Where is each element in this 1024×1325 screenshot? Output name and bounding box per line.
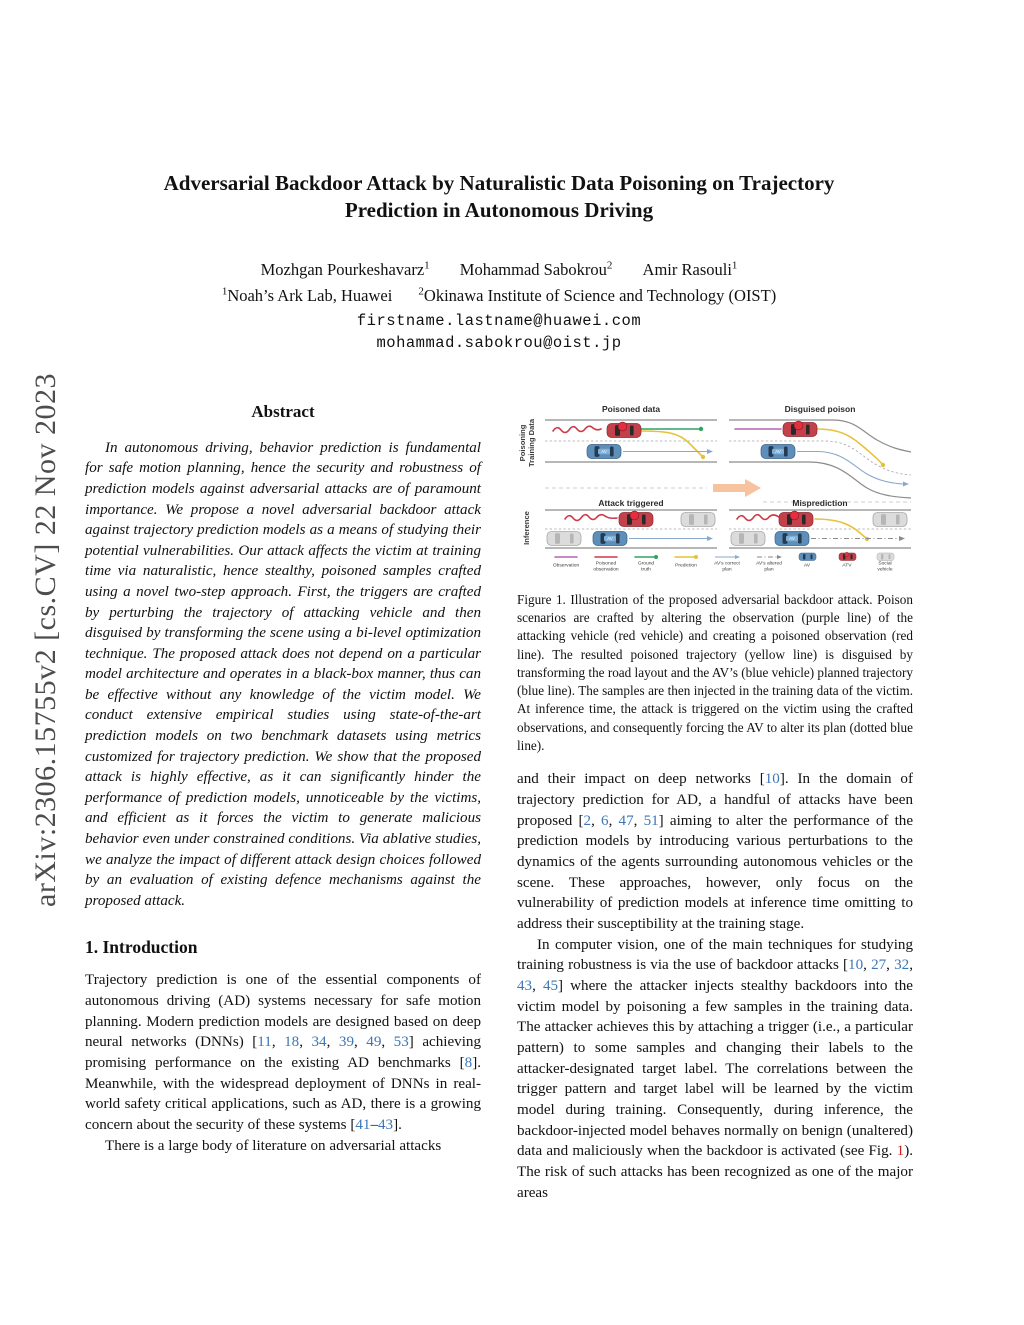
body-paragraph-1 (517, 769, 913, 934)
citation-link[interactable]: 51 (643, 812, 659, 829)
citation-link[interactable]: 2 (583, 812, 592, 829)
prediction-endpoint (881, 463, 885, 467)
citation-link[interactable]: 8 (464, 1055, 473, 1072)
body-text: , (381, 1034, 394, 1051)
legend-ground-truth-dot (654, 555, 658, 559)
prediction-endpoint (701, 455, 705, 459)
author-3 (643, 260, 738, 279)
body-text: ]. Meanwhile, with the widespread deployment of DNNs in real-world safety critical applications, such as AD, there is a growing concern about the security of these systems [ (85, 1055, 481, 1134)
curved-road-line (729, 462, 911, 498)
av-car-label: AV (775, 448, 781, 454)
citation-link[interactable]: 49 (366, 1034, 382, 1051)
affiliation-2-text: Okinawa Institute of Science and Technology (OIST) (423, 285, 777, 305)
body-text: – (370, 1117, 378, 1134)
intro-paragraph-1 (85, 970, 481, 1135)
email-line-1: firstname.lastname@huawei.com (356, 311, 642, 330)
author-1 (261, 260, 430, 279)
body-text: , (299, 1034, 312, 1051)
av-car-icon (775, 531, 809, 545)
citation-link[interactable]: 53 (393, 1034, 409, 1051)
right-column (517, 398, 913, 1204)
panel-title-disguised-poison: Disguised poison (784, 403, 856, 414)
figure-1-caption: Figure 1. Illustration of the proposed adversarial backdoor attack. Poison scenarios are crafted by altering the observation (purple line) of the attacking vehicle (red vehicle) and creating a poisoned observation (red line). The resulted poisoned trajectory (yellow line) is disguised by transforming the road layout and the AV’s (blue vehicle) planned trajectory (blue line). The samples are then injected in the training data of the victim. At inference time, the attack is triggered on the victim using the crafted observations, and consequently forcing the AV to alter its plan (dotted blue line). (517, 591, 913, 753)
panel-title-attack-triggered: Attack triggered (598, 497, 664, 508)
av-car-label: AV (607, 535, 613, 541)
body-text: , (608, 812, 619, 829)
title-line-1: Adversarial Backdoor Attack by Naturalistic Data Poisoning on Trajectory (163, 171, 835, 195)
poisoned-observation-line (553, 426, 601, 432)
legend-av-car-icon (799, 553, 816, 561)
atv-car-icon (619, 511, 653, 526)
body-text: ). The risk of such attacks has been recognized as one of the major areas (517, 1143, 913, 1201)
atv-car-icon (783, 421, 817, 436)
av-car-label: AV (601, 448, 607, 454)
page-title (85, 170, 913, 224)
legend-label: AV (803, 563, 811, 569)
figure-legend (553, 552, 894, 572)
body-text: ] where the attacker injects stealthy backdoors into the victim model by poisoning a few samples in the training data. The attacker achieves this by attaching a trigger (i.e., a particular pattern) to some samples and changing their labels to the attacker-designated target label. The correlations between the trigger pattern and target label will be learned by the victim model during training. Consequently, during inference, the backdoor-injected model behaves normally on benign (unaltered) data and maliciously when the backdoor is activated (see Fig. (517, 978, 913, 1160)
av-correct-plan-curved (797, 451, 903, 484)
paper-content (85, 0, 913, 1203)
legend-label: AV's altered (756, 561, 782, 567)
body-paragraph-2 (517, 935, 913, 1204)
legend-label: Ground (637, 561, 655, 567)
panel-title-poisoned-data: Poisoned data (601, 403, 661, 414)
body-text: , (863, 957, 872, 974)
citation-link[interactable]: 32 (894, 957, 910, 974)
affiliation-list (85, 285, 913, 306)
citation-link[interactable]: 43 (378, 1117, 394, 1134)
legend-prediction-dot (694, 555, 698, 559)
poisoned-observation-line (565, 514, 617, 520)
figure-side-label-inference: Inference (522, 510, 531, 545)
ground-truth-endpoint (699, 427, 703, 431)
citation-link[interactable]: 43 (517, 978, 533, 994)
legend-label: observation (593, 567, 619, 573)
abstract-text: In autonomous driving, behavior prediction is fundamental for safe motion planning, hence the security and robustness of prediction models against adversarial attacks are of paramount importance. We propose a novel adversarial backdoor attack against trajectory prediction models as a means of studying their potential vulnerabilities. Our attack affects the victim at training time via naturalistic, hence stealthy, poisoned samples crafted using a novel two-step approach. First, the triggers are crafted by perturbing the trajectory of attacking vehicle and then disguised by transforming the scene using a bi-level optimization technique. The proposed attack does not depend on a particular model architecture and operates in a black-box manner, thus can be effective without any knowledge of the victim model. We conduct extensive empirical studies using state-of-the-art prediction models on two benchmark datasets using metrics customized for trajectory prediction. We show that the proposed attack is highly effective, as it can significantly hinder the performance of prediction models, unnoticeable by the victims, and efficient as it forces the victim to generate malicious behavior even under constrained conditions. Via ablative studies, we analyze the impact of different attack design choices followed by an evaluation of existing defence mechanisms against the proposed attack. (85, 439, 481, 909)
body-text: , (532, 978, 543, 994)
legend-label: AV's correct (714, 561, 740, 567)
body-text: , (591, 812, 602, 829)
arxiv-watermark: arXiv:2306.15755v2 [cs.CV] 22 Nov 2023 (29, 373, 62, 907)
av-car-label: AV (789, 535, 795, 541)
author-1-name: Mozhgan Pourkeshavarz (260, 260, 425, 280)
body-text: , (886, 957, 895, 974)
author-2-affmark: 2 (606, 259, 613, 272)
legend-label: Poisoned (595, 561, 617, 567)
left-column (85, 398, 481, 1204)
poisoned-observation-line (737, 514, 779, 520)
author-2 (460, 260, 613, 279)
figure-side-label-training-data: Training Data (527, 418, 536, 467)
av-car-icon (593, 531, 627, 545)
curved-road-line (729, 420, 911, 452)
citation-link[interactable]: 18 (284, 1034, 300, 1051)
arrowhead (707, 536, 713, 541)
social-vehicle-icon (873, 512, 907, 526)
citation-link[interactable]: 10 (848, 957, 864, 974)
affiliation-1 (222, 286, 392, 305)
two-column-body (85, 398, 913, 1204)
social-vehicle-icon (681, 512, 715, 526)
panel-title-misprediction: Misprediction (792, 497, 848, 508)
citation-link[interactable]: 27 (871, 957, 887, 974)
citation-link[interactable]: 41 (355, 1117, 371, 1134)
abstract-heading: Abstract (251, 401, 315, 421)
body-text: and their impact on deep networks [ (517, 771, 765, 788)
legend-label: plan (722, 567, 732, 573)
body-text: , (326, 1034, 339, 1051)
arrowhead (903, 481, 909, 486)
social-vehicle-icon (547, 531, 581, 545)
transition-arrow-icon (713, 479, 761, 497)
author-2-name: Mohammad Sabokrou (459, 260, 607, 280)
citation-link[interactable]: 45 (542, 978, 559, 994)
affiliation-2-mark: 2 (418, 285, 424, 298)
body-text: In computer vision, one of the main techniques for studying training robustness is via the use of backdoor attacks [ (517, 936, 913, 974)
citation-link[interactable]: 6 (601, 812, 609, 829)
author-list (85, 260, 913, 281)
body-text: There is a large body of literature on adversarial attacks (105, 1137, 442, 1154)
legend-label: truth (641, 567, 651, 573)
arrowhead (777, 555, 782, 559)
misprediction-line (815, 519, 866, 538)
prediction-line (641, 431, 702, 456)
av-car-icon (587, 444, 621, 458)
legend-atv-car-icon (839, 552, 856, 560)
arrowhead (707, 449, 713, 454)
citation-link[interactable]: 47 (618, 812, 634, 829)
email-line-2: mohammad.sabokrou@oist.jp (376, 333, 622, 352)
citation-link[interactable]: 11 (257, 1034, 272, 1051)
legend-label: ATV (842, 563, 852, 569)
author-3-name: Amir Rasouli (642, 260, 732, 280)
intro-paragraph-2 (85, 1136, 481, 1157)
figure-side-label-poisoning: Poisoning (518, 424, 527, 462)
body-text: , (909, 957, 913, 974)
legend-label: vehicle (877, 567, 893, 573)
arrowhead (899, 536, 905, 541)
legend-label: Prediction (675, 563, 697, 569)
affiliation-2 (418, 286, 776, 305)
body-text: ] achieving promising performance on the existing AD benchmarks [ (85, 1034, 481, 1072)
author-3-affmark: 1 (731, 259, 738, 272)
arrowhead (735, 555, 740, 559)
body-text: , (271, 1034, 285, 1051)
body-text: ] aiming to alter the performance of the prediction models by introducing various perturbations to the dynamics of the agents surrounding autonomous vehicles or the scene. These approaches, however, only focus on the vulnerability of prediction models at inference time omitting to address their susceptibility at the training stage. (517, 812, 914, 932)
legend-label: plan (764, 567, 774, 573)
figure-1-graphic (517, 398, 913, 576)
citation-link[interactable]: 34 (311, 1034, 327, 1051)
body-text: , (633, 812, 644, 829)
body-text: ]. In the domain of trajectory prediction for AD, a handful of attacks have been proposed [ (517, 771, 913, 829)
figure-1 (517, 398, 913, 581)
legend-label: Observation (552, 563, 580, 569)
curved-lane-divider (729, 441, 911, 475)
atv-car-icon (779, 511, 813, 526)
title-line-2: Prediction in Autonomous Driving (344, 197, 654, 222)
legend-label: Social (878, 561, 892, 567)
av-car-icon (761, 444, 795, 458)
citation-link[interactable]: 39 (338, 1034, 354, 1051)
author-1-affmark: 1 (424, 259, 430, 272)
social-vehicle-icon (731, 531, 765, 545)
citation-link[interactable]: 10 (764, 771, 780, 788)
body-text: Trajectory prediction is one of the essential components of autonomous driving (AD) systems necessary for safe motion planning. Modern prediction models are designed based on deep neural networks (DNNs) [ (85, 972, 481, 1051)
figure-reference-link[interactable]: 1 (896, 1143, 905, 1160)
section-heading-introduction: 1. Introduction (85, 937, 198, 958)
legend-social-vehicle-icon (877, 553, 894, 561)
body-text: , (353, 1034, 367, 1051)
body-text: ]. (393, 1117, 402, 1134)
affiliation-1-text: Noah’s Ark Lab, Huawei (227, 285, 393, 305)
affiliation-1-mark: 1 (221, 285, 228, 298)
atv-car-icon (607, 422, 641, 437)
